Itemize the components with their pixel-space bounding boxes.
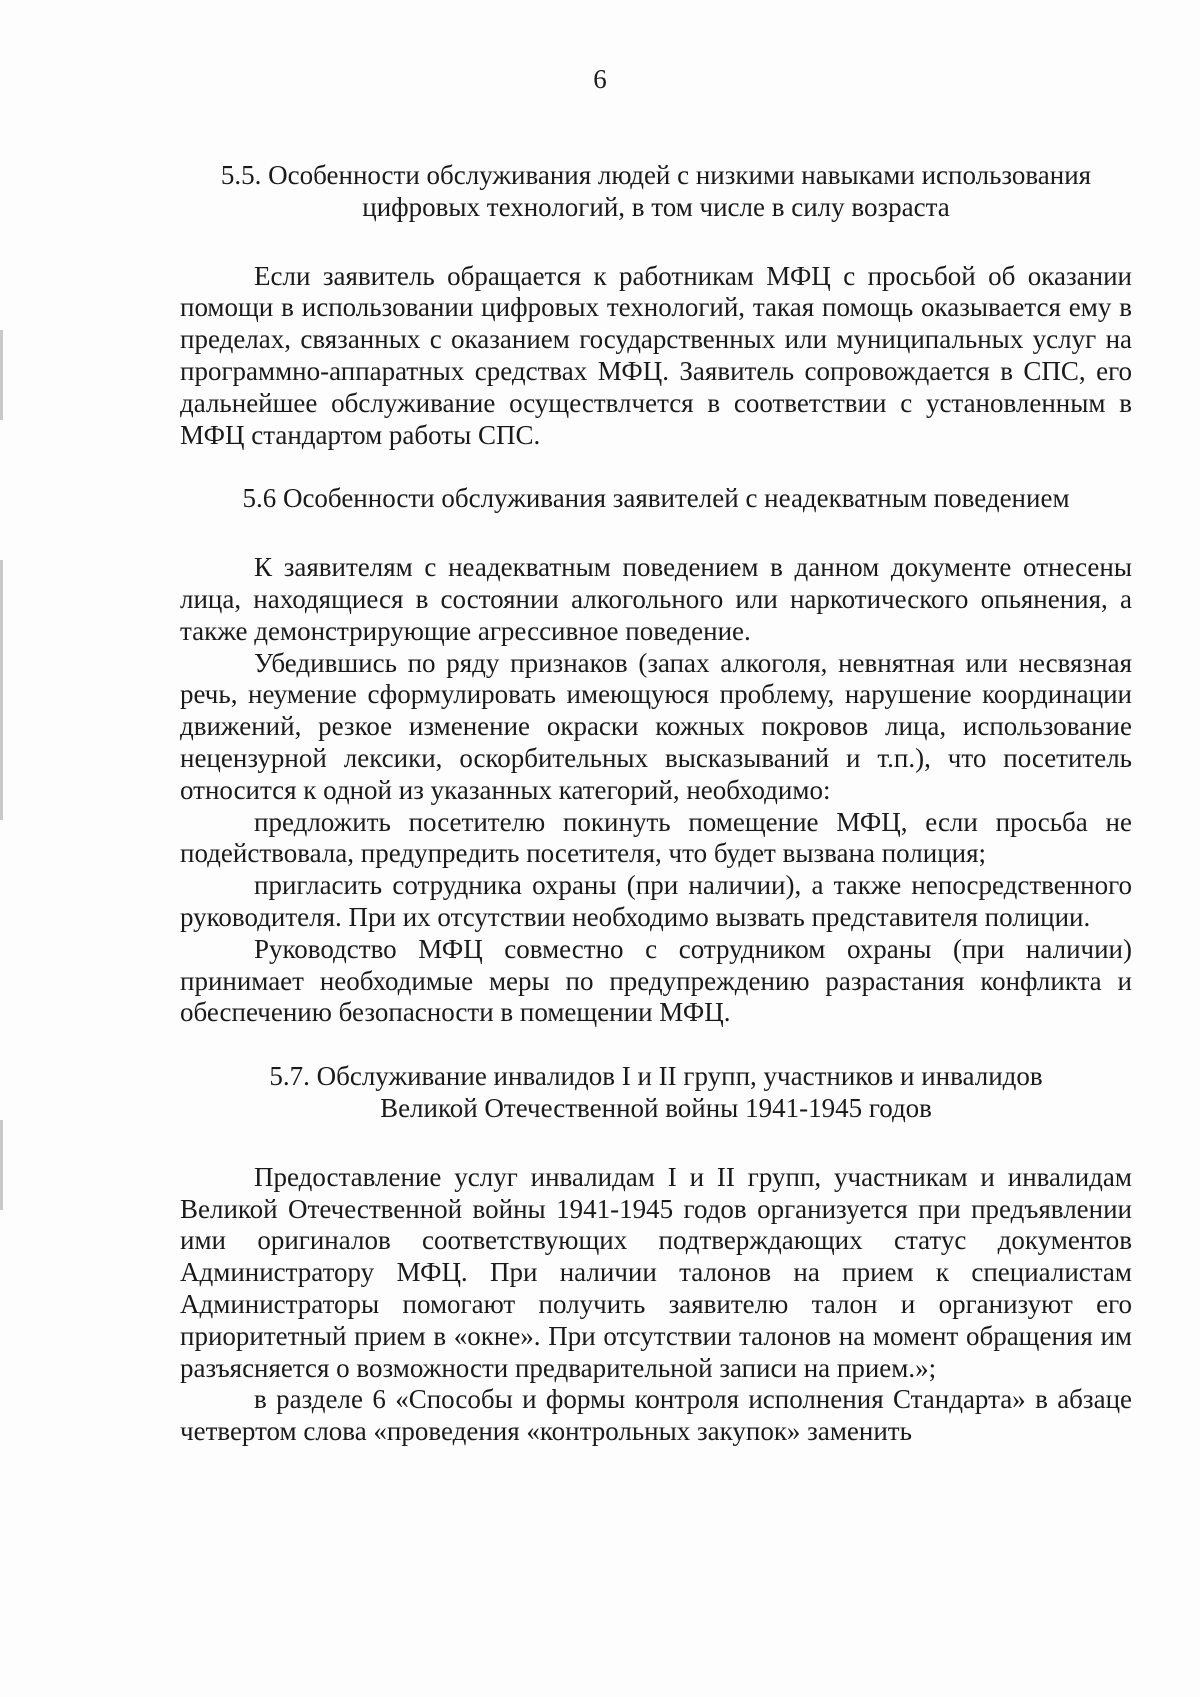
scan-edge-mark — [0, 1120, 3, 1210]
heading-line: цифровых технологий, в том числе в силу возраста — [362, 191, 950, 222]
scan-edge-mark — [0, 560, 3, 820]
body-paragraph: пригласить сотрудника охраны (при наличии), а также непосредственного руководителя. При их отсутствии необходимо вызвать представителя полиции. — [180, 870, 1132, 932]
body-paragraph: в разделе 6 «Способы и формы контроля исполнения Стандарта» в абзаце четвертом слова «проведения «контрольных закупок» заменить — [180, 1384, 1132, 1447]
section-heading — [180, 160, 1132, 224]
body-paragraph: Предоставление услуг инвалидам I и II групп, участникам и инвалидам Великой Отечественной войны 1941-1945 годов организуется при предъявлении ими оригиналов соответствующих подтверждающих статус документов Администратору МФЦ. При наличии талонов на прием к специалистам Администраторы помогают получить заявителю талон и организуют его приоритетный прием в «окне». При отсутствии талонов на момент обращения им разъясняется о возможности предварительной записи на прием.»; — [180, 1161, 1132, 1383]
page-number: 6 — [593, 64, 607, 94]
heading-line: 5.5. Особенности обслуживания людей с низкими навыками использования — [220, 160, 1092, 190]
body-paragraph: Если заявитель обращается к работникам МФЦ с просьбой об оказании помощи в использовании цифровых технологий, такая помощь оказывается ему в пределах, связанных с оказанием государственных или муниципальных услуг на программно-аппаратных средствах МФЦ. Заявитель сопровождается в СПС, его дальнейшее обслуживание осуществлчется в соответствии с установленным в МФЦ стандартом работы СПС. — [180, 260, 1132, 450]
heading-line: 5.6 Особенности обслуживания заявителей с неадекватным поведением — [242, 483, 1070, 514]
heading-line: 5.7. Обслуживание инвалидов I и II групп, участников и инвалидов — [269, 1061, 1043, 1092]
section-heading — [180, 483, 1132, 515]
body-paragraph: К заявителям с неадекватным поведением в данном документе отнесены лица, находящиеся в состоянии алкогольного или наркотического опьянения, а также демонстрирующие агрессивное поведение. — [180, 552, 1132, 646]
body-paragraph: Руководство МФЦ совместно с сотрудником охраны (при наличии) принимает необходимые меры по предупреждению разрастания конфликта и обеспечению безопасности в помещении МФЦ. — [180, 933, 1132, 1028]
body-paragraph: предложить посетителю покинуть помещение МФЦ, если просьба не подействовала, предупредить посетителя, что будет вызвана полиция; — [180, 806, 1132, 869]
body-paragraph: Убедившись по ряду признаков (запах алкоголя, невнятная или несвязная речь, неумение сформулировать имеющуюся проблему, нарушение координации движений, резкое изменение окраски кожных покровов лица, использование нецензурной лексики, оскорбительных высказываний и т.п.), что посетитель относится к одной из указанных категорий, необходимо: — [180, 647, 1132, 805]
document-body — [180, 160, 1132, 1448]
heading-line: Великой Отечественной войны 1941-1945 годов — [380, 1092, 932, 1123]
scan-edge-mark — [0, 330, 3, 420]
section-heading — [180, 1061, 1132, 1125]
